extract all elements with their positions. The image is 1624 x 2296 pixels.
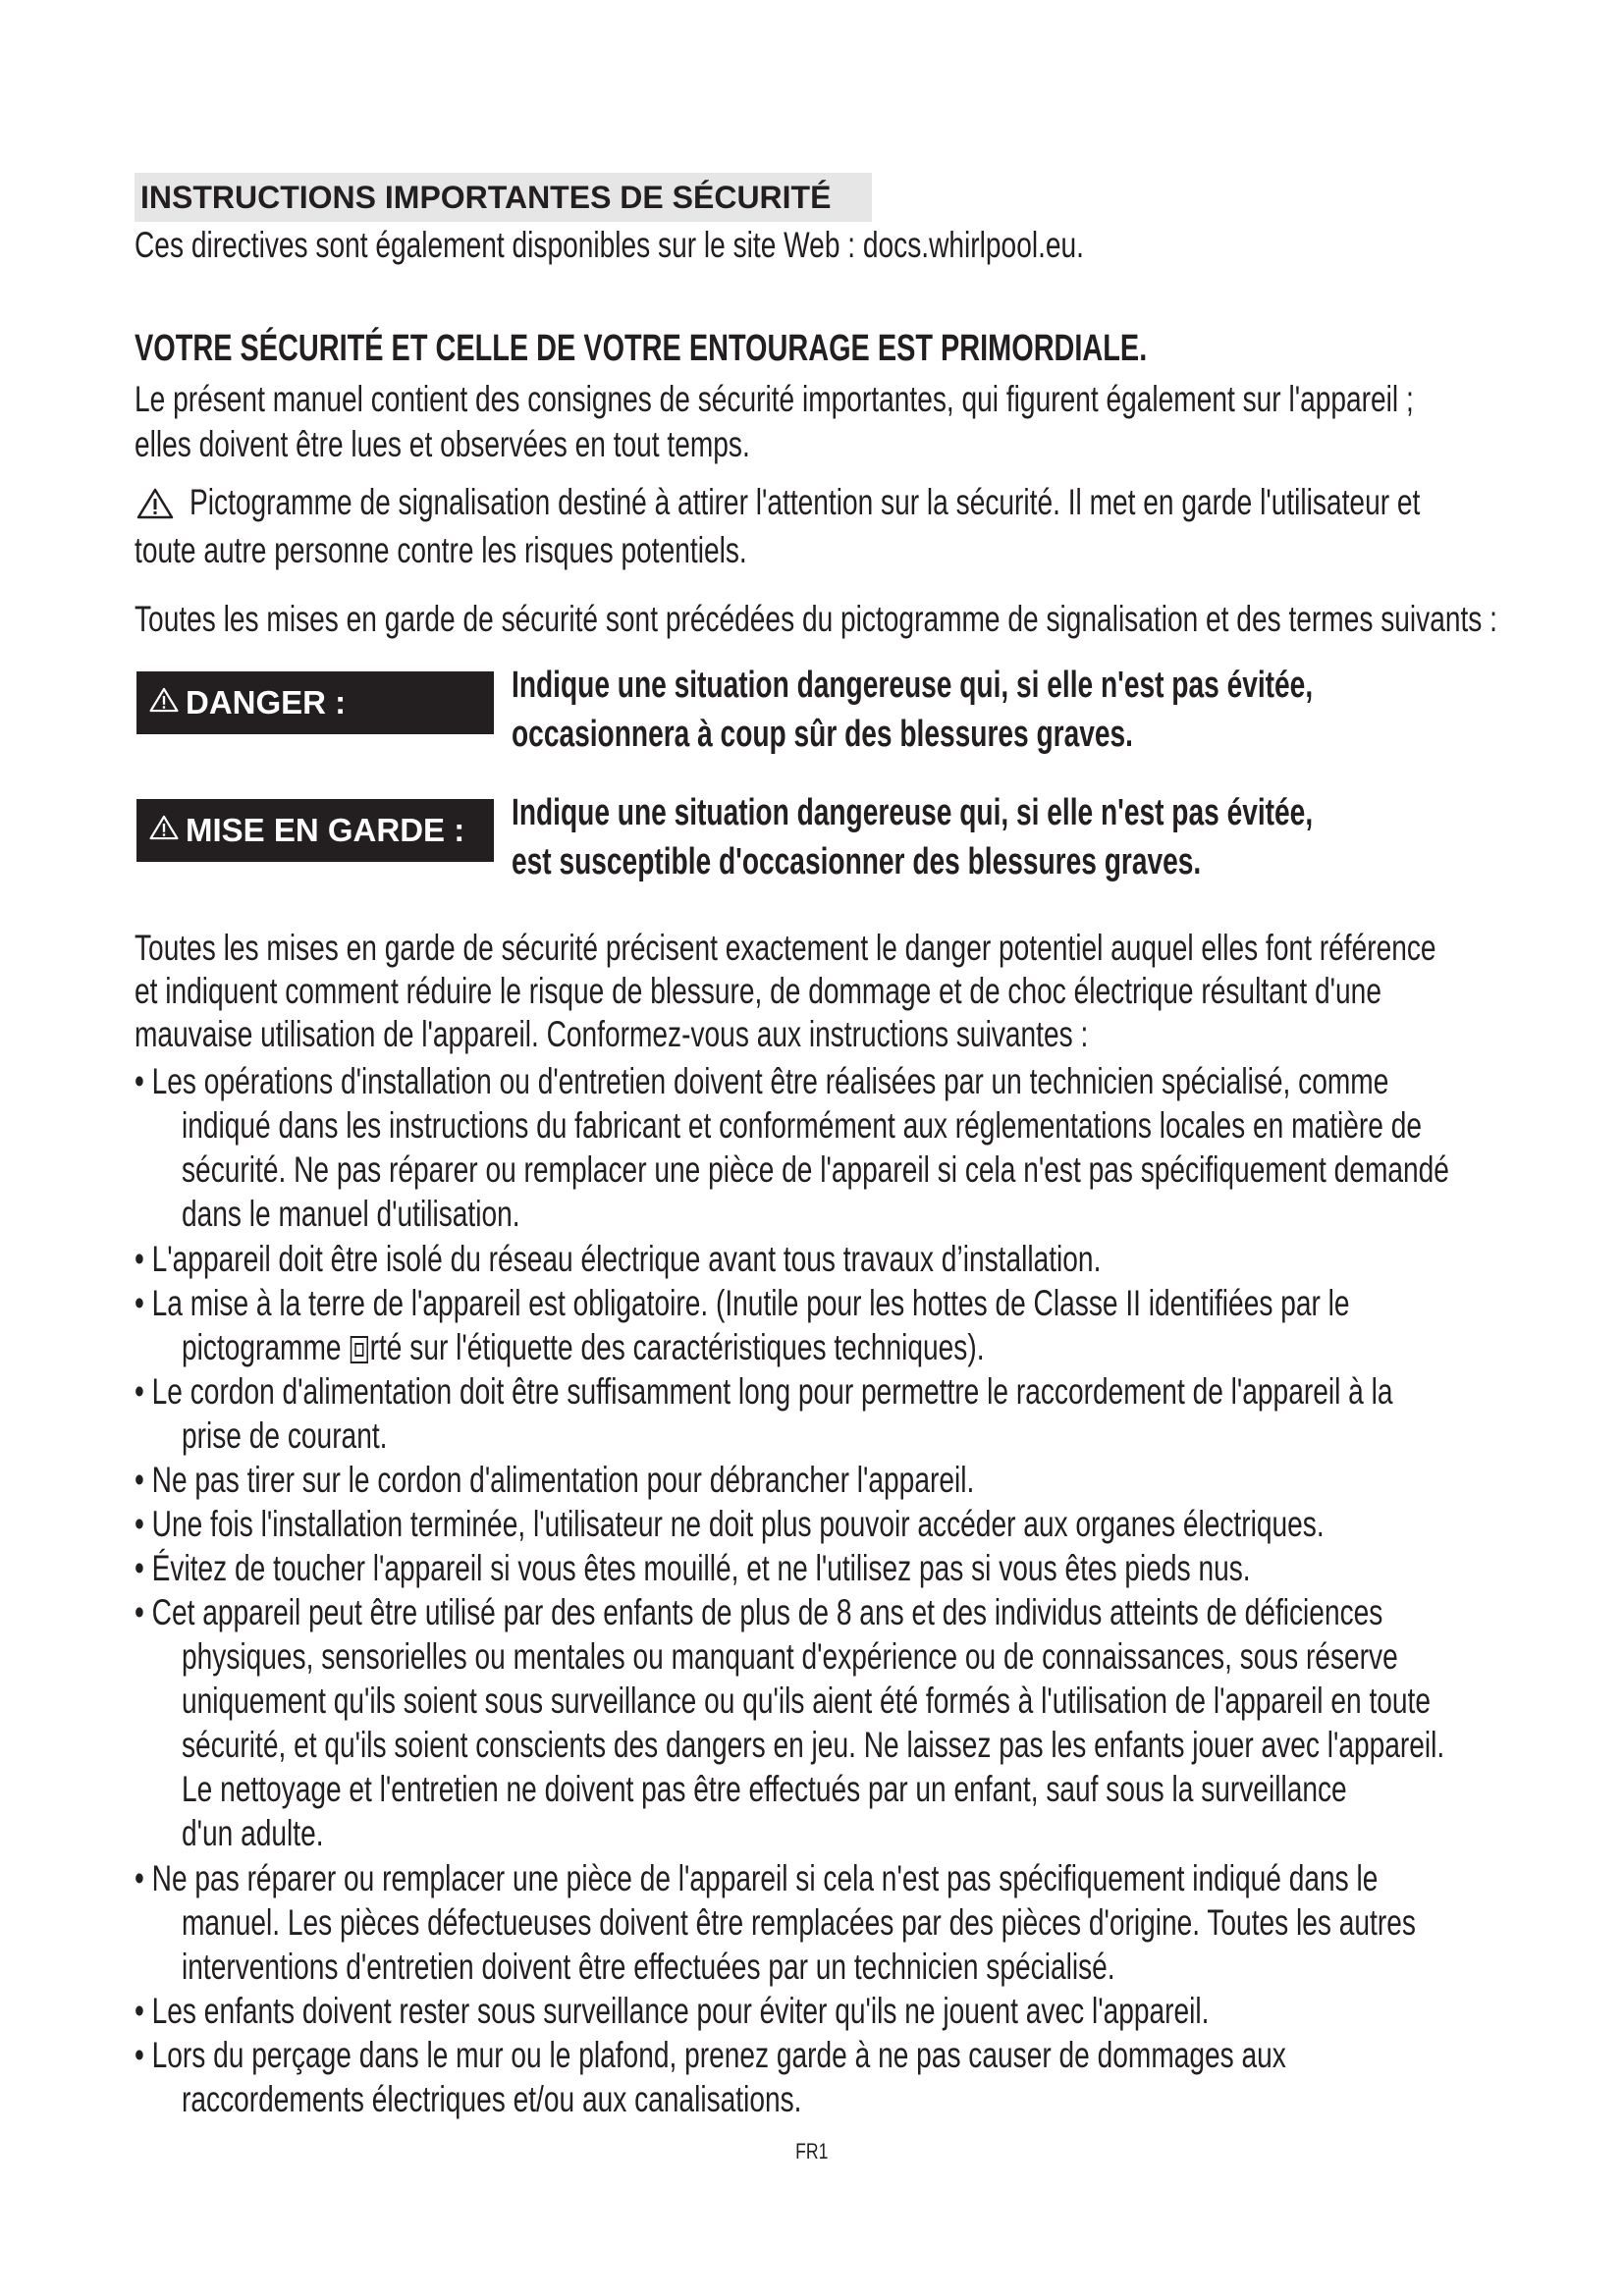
list-item-continuation: manuel. Les pièces défectueuses doivent être remplacées par des pièces d'origine. Toutes les autres (182, 1902, 1416, 1943)
danger-description-line-2: occasionnera à coup sûr des blessures graves. (512, 714, 1133, 755)
pictogram-line-2: toute autre personne contre les risques potentiels. (135, 530, 747, 570)
list-item: • Ne pas tirer sur le cordon d'alimentation pour débrancher l'appareil. (135, 1460, 975, 1500)
pictogram-line-1: Pictogramme de signalisation destiné à attirer l'attention sur la sécurité. Il met en garde l'utilisateur et (189, 482, 1421, 522)
list-item-continuation: prise de courant. (182, 1415, 388, 1456)
list-item-continuation: physiques, sensorielles ou mentales ou manquant d'expérience ou de connaissances, sous réserve (182, 1636, 1398, 1677)
web-notice: Ces directives sont également disponibles sur le site Web : docs.whirlpool.eu. (135, 225, 1084, 265)
general-line-2: et indiquent comment réduire le risque de blessure, de dommage et de choc électrique résultant d'une (135, 971, 1381, 1011)
warning-description-line-1: Indique une situation dangereuse qui, si elle n'est pas évitée, (512, 792, 1314, 833)
list-item: • Le cordon d'alimentation doit être suffisamment long pour permettre le raccordement de l'appareil à la (135, 1371, 1393, 1412)
list-item: • L'appareil doit être isolé du réseau électrique avant tous travaux d’installation. (135, 1239, 1102, 1279)
list-item-continuation: Le nettoyage et l'entretien ne doivent pas être effectués par un enfant, sauf sous la surveillance (182, 1769, 1347, 1809)
preceded-text: Toutes les mises en garde de sécurité sont précédées du pictogramme de signalisation et des termes suivants : (135, 599, 1497, 639)
warning-triangle-icon (149, 814, 179, 841)
page-number: FR1 (795, 2139, 829, 2163)
intro-line-1: Le présent manuel contient des consignes de sécurité importantes, qui figurent également sur l'appareil ; (135, 379, 1414, 419)
general-line-1: Toutes les mises en garde de sécurité précisent exactement le danger potentiel auquel elles font référence (135, 928, 1436, 968)
list-item: • Les opérations d'installation ou d'entretien doivent être réalisées par un technicien spécialisé, comme (135, 1061, 1389, 1101)
intro-line-2: elles doivent être lues et observées en tout temps. (135, 424, 750, 464)
list-item-continuation: sécurité. Ne pas réparer ou remplacer une pièce de l'appareil si cela n'est pas spécifiquement demandé (182, 1149, 1449, 1190)
warning-description-line-2: est susceptible d'occasionner des blessures graves. (512, 841, 1202, 882)
list-item-continuation: d'un adulte. (182, 1813, 324, 1853)
danger-label: DANGER : (136, 671, 494, 734)
list-item-continuation: dans le manuel d'utilisation. (182, 1194, 520, 1234)
page-title: INSTRUCTIONS IMPORTANTES DE SÉCURITÉ (135, 173, 872, 222)
list-item: • Cet appareil peut être utilisé par des enfants de plus de 8 ans et des individus atteints de déficiences (135, 1592, 1383, 1632)
list-item-continuation: indiqué dans les instructions du fabricant et conformément aux réglementations locales en matière de (182, 1105, 1422, 1146)
warning-triangle-icon (149, 686, 179, 714)
list-item: • Évitez de toucher l'appareil si vous êtes mouillé, et ne l'utilisez pas si vous êtes pieds nus. (135, 1548, 1251, 1588)
warning-label: MISE EN GARDE : (136, 799, 494, 862)
list-item-continuation: sécurité, et qu'ils soient conscients des dangers en jeu. Ne laissez pas les enfants jouer avec l'appareil. (182, 1725, 1445, 1765)
list-item-continuation: uniquement qu'ils soient sous surveillance ou qu'ils aient été formés à l'utilisation de l'appareil en toute (182, 1681, 1432, 1721)
warning-triangle-icon (136, 488, 174, 519)
danger-description-line-1: Indique une situation dangereuse qui, si elle n'est pas évitée, (512, 665, 1314, 706)
list-item: • Une fois l'installation terminée, l'utilisateur ne doit plus pouvoir accéder aux organes électriques. (135, 1504, 1325, 1544)
section-subtitle: VOTRE SÉCURITÉ ET CELLE DE VOTRE ENTOURAGE EST PRIMORDIALE. (135, 328, 1148, 369)
list-item-continuation: raccordements électriques et/ou aux canalisations. (182, 2079, 802, 2119)
list-item-continuation: interventions d'entretien doivent être effectuées par un technicien spécialisé. (182, 1947, 1115, 1987)
class-ii-pictogram-icon (351, 1336, 368, 1363)
list-item: • Les enfants doivent rester sous surveillance pour éviter qu'ils ne jouent avec l'appareil. (135, 1991, 1210, 2031)
list-item-continuation: pictogramme rté sur l'étiquette des caractéristiques techniques). (182, 1327, 985, 1367)
general-line-3: mauvaise utilisation de l'appareil. Conformez-vous aux instructions suivantes : (135, 1014, 1089, 1054)
list-item: • Lors du perçage dans le mur ou le plafond, prenez garde à ne pas causer de dommages aux (135, 2035, 1286, 2075)
list-item: • Ne pas réparer ou remplacer une pièce de l'appareil si cela n'est pas spécifiquement indiqué dans le (135, 1858, 1379, 1898)
list-item: • La mise à la terre de l'appareil est obligatoire. (Inutile pour les hottes de Classe II identifiées par le (135, 1283, 1350, 1323)
